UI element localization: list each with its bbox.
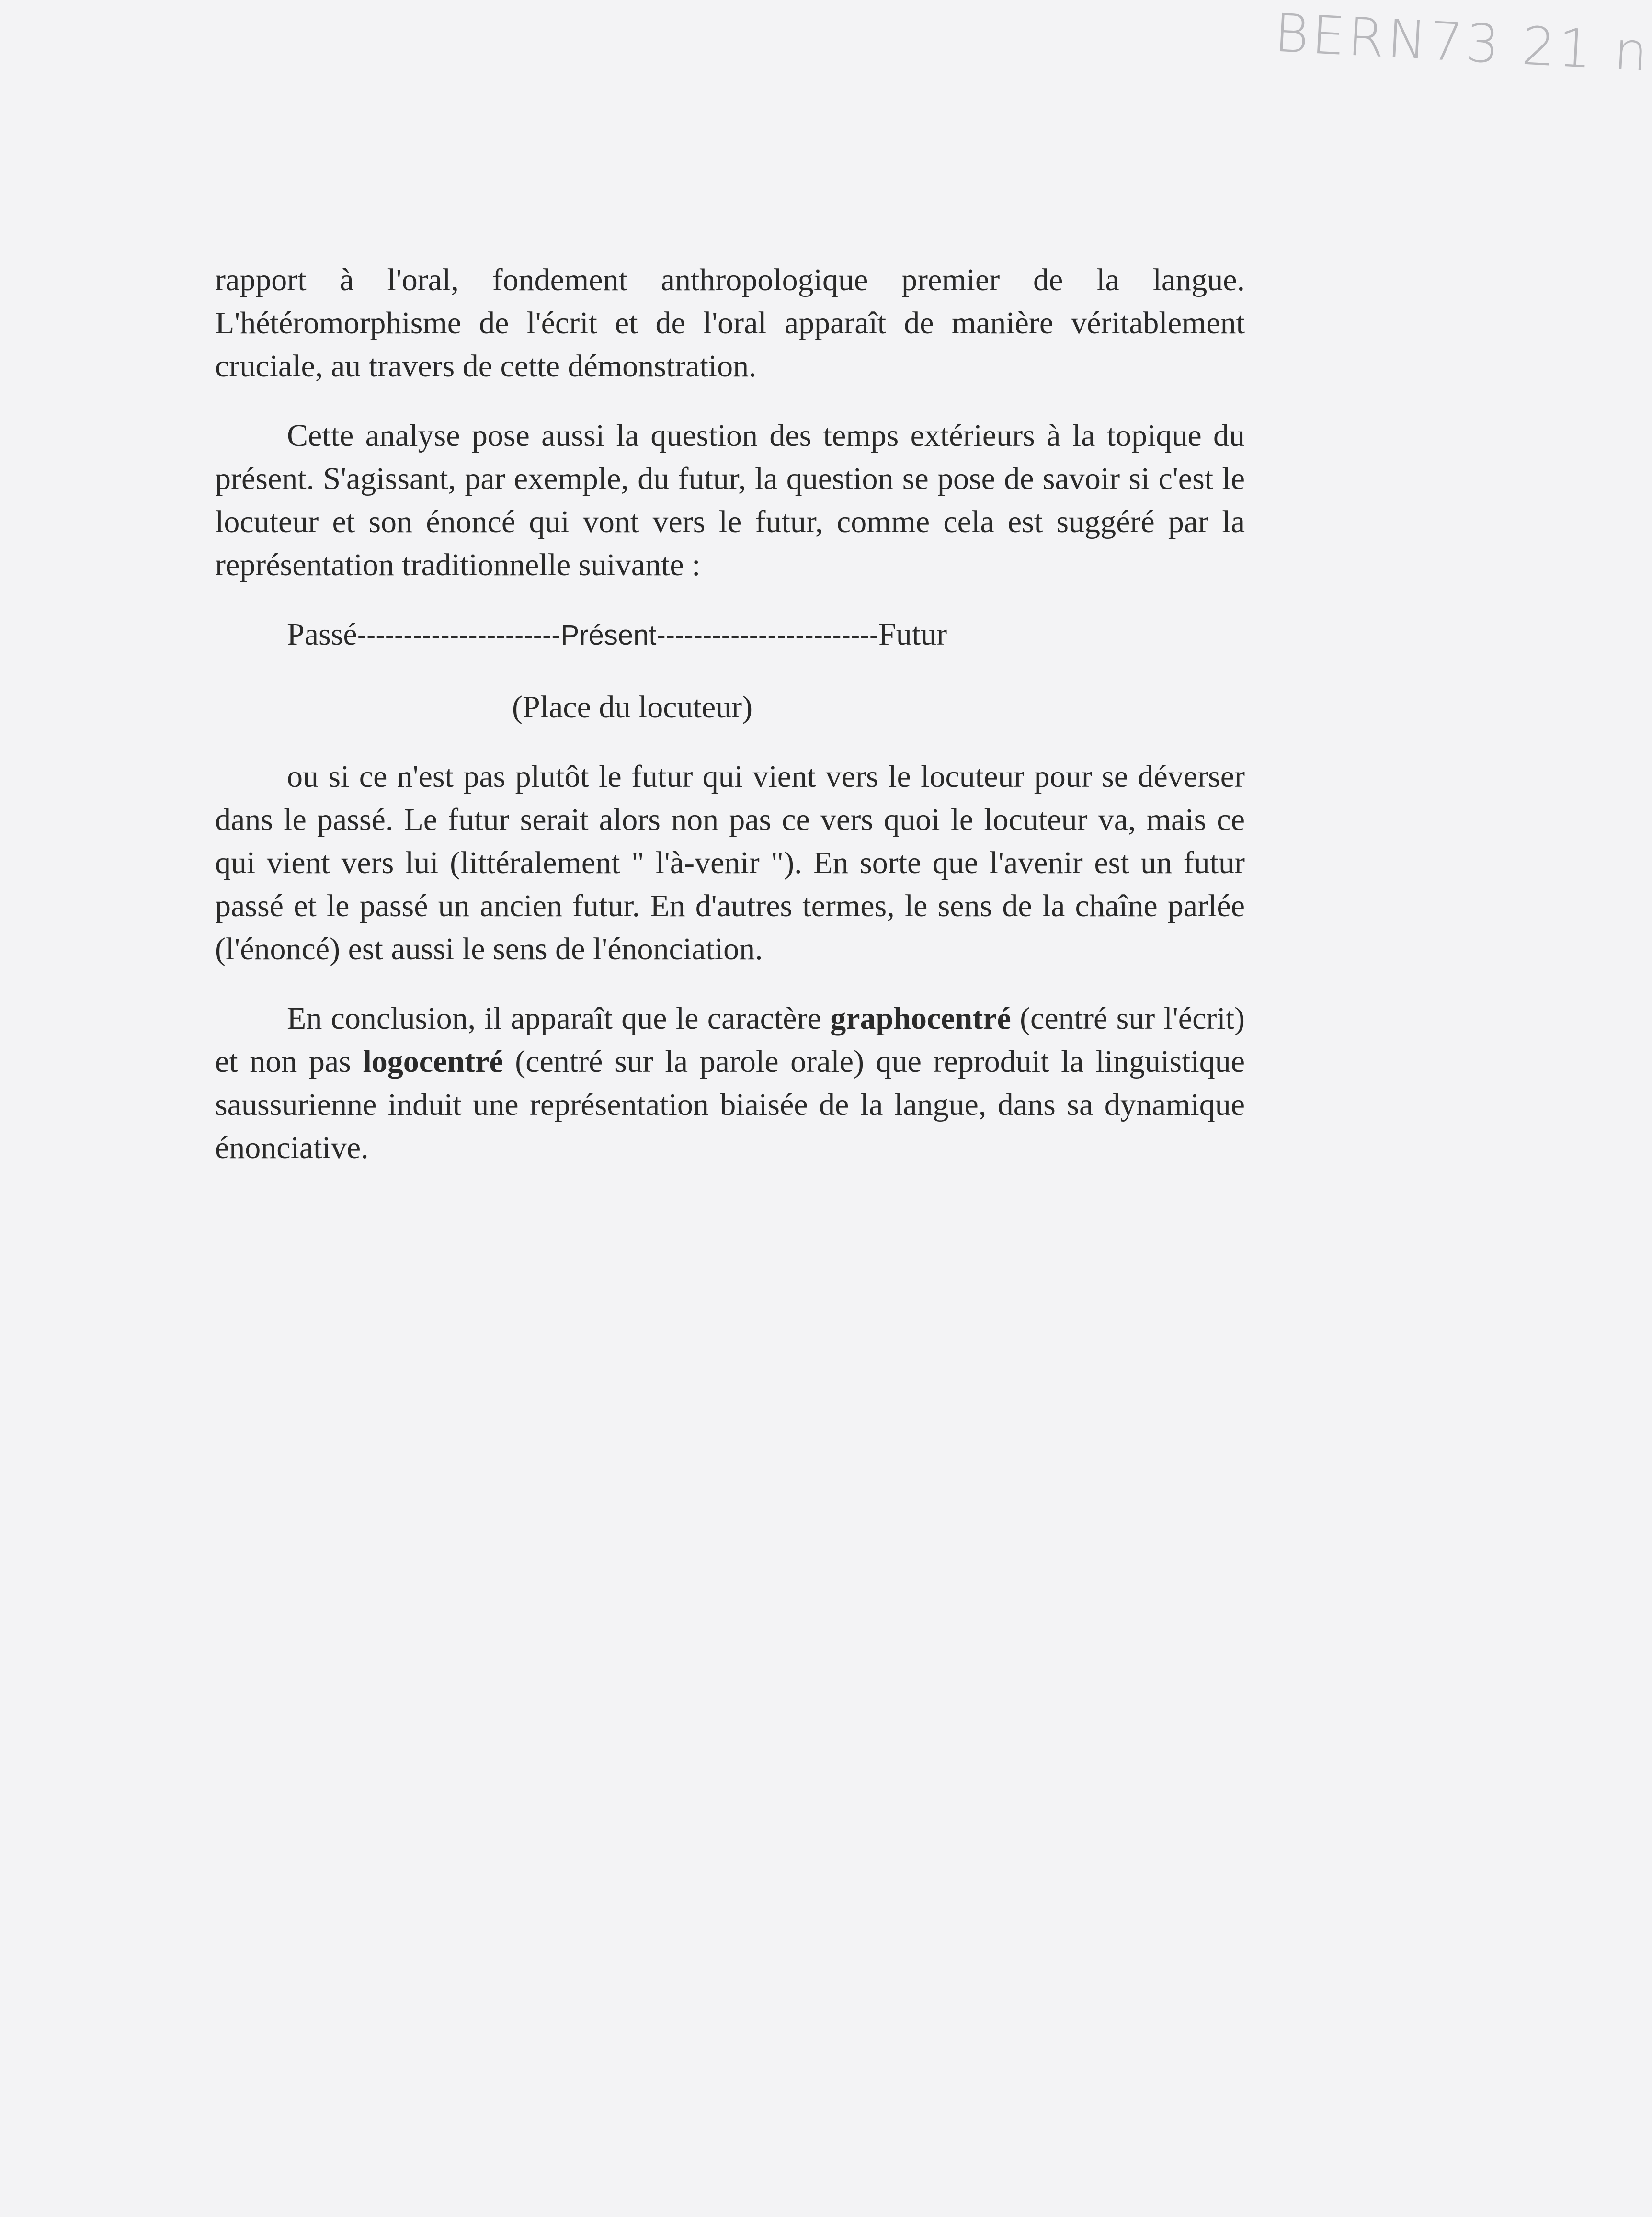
paragraph-2: Cette analyse pose aussi la question des temps extérieurs à la topique du présent. S'agissant, par exemple, du futur, la question se pose de savoir si c'est le locuteur et son énoncé qui vont vers le futur, comme cela est suggéré par la représentation traditionnelle suivante : xyxy=(215,418,1245,582)
paragraph-1: rapport à l'oral, fondement anthropologique premier de la langue. L'hétéromorphisme de l'écrit et de l'oral apparaît de manière véritablement cruciale, au travers de cette démonstration. xyxy=(215,262,1245,384)
timeline-middle: ----------------------Présent------------------------ xyxy=(357,620,879,651)
document-body xyxy=(215,259,1245,1170)
term-logocentre: logocentré xyxy=(363,1044,503,1079)
timeline-start: Passé xyxy=(287,617,357,652)
paragraph-3: ou si ce n'est pas plutôt le futur qui vient vers le locuteur pour se déverser dans le passé. Le futur serait alors non pas ce vers quoi le locuteur va, mais ce qui vient vers lui (littéralement " l'à-venir "). En sorte que l'avenir est un futur passé et le passé un ancien futur. En d'autres termes, le sens de la chaîne parlée (l'énoncé) est aussi le sens de l'énonciation. xyxy=(215,759,1245,966)
handwritten-annotation: BERN73 21 n xyxy=(1273,2,1652,83)
paragraph-4 xyxy=(215,997,1245,1170)
paragraph-4-part1: En conclusion, il apparaît que le caractère xyxy=(287,1001,831,1036)
timeline-end: Futur xyxy=(878,617,947,652)
paragraph-4-part3: (centré sur la parole orale) que reproduit la linguistique saussurienne induit une représentation biaisée de la langue, dans sa dynamique énonciative. xyxy=(215,1044,1245,1165)
place-caption: (Place du locuteur) xyxy=(512,690,753,725)
term-graphocentre: graphocentré xyxy=(830,1001,1011,1036)
paragraph-4-part2: (centré sur l'écrit) et non pas xyxy=(215,1001,1245,1079)
timeline xyxy=(215,613,1245,657)
